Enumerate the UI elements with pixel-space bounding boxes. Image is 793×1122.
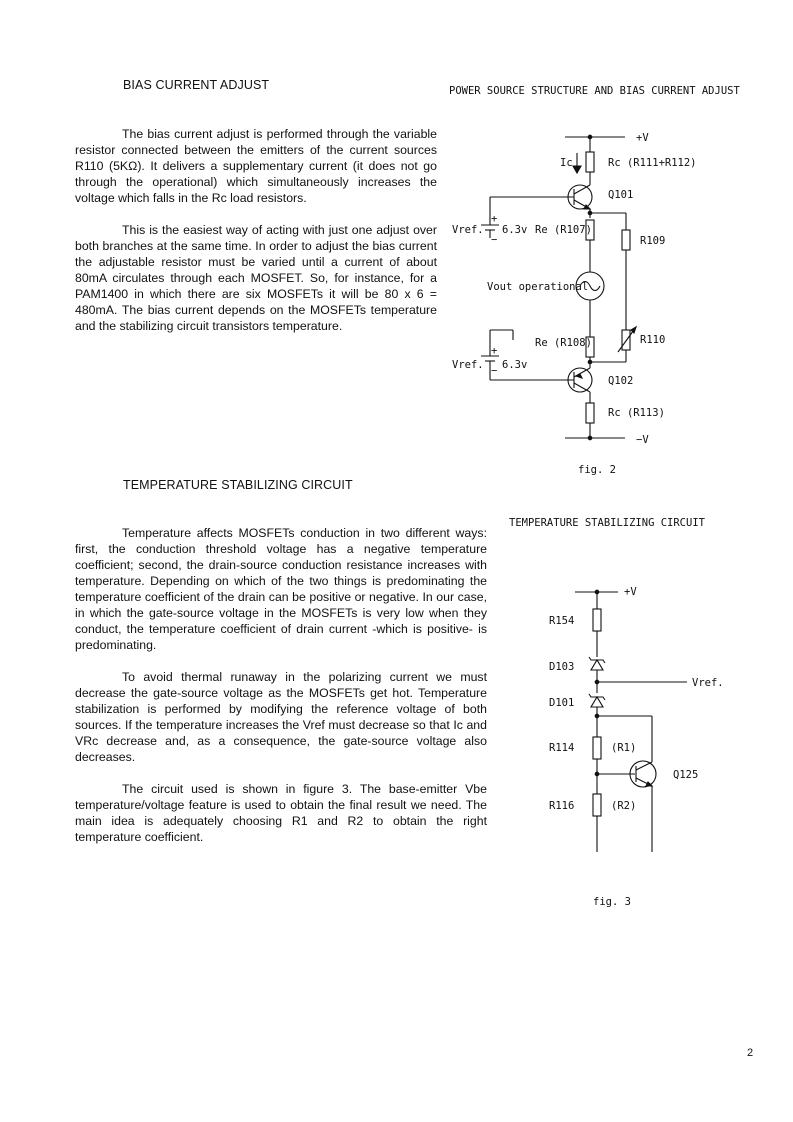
section-heading-temperature-stabilizing: TEMPERATURE STABILIZING CIRCUIT (123, 478, 353, 492)
r1-label: (R1) (611, 742, 637, 754)
fig2-schematic (449, 85, 740, 476)
rc-bottom-label: Rc (R113) (608, 407, 665, 419)
d101-diode (591, 697, 603, 707)
paragraph: The bias current adjust is performed through the variable resistor connected between the emitters of the current sources R110 (5KΩ). It delivers a supplementary current (it does not go through the operational) which simultaneously increases the voltage which falls in the Rc load resistors. (75, 127, 437, 205)
rc-top-resistor (586, 152, 594, 172)
pos-v-label: +V (636, 132, 649, 144)
q125-label: Q125 (673, 769, 699, 781)
rc-bottom-resistor (586, 403, 594, 423)
minus-sign: − (491, 234, 498, 246)
r2-label: (R2) (611, 800, 637, 812)
page-number: 2 (747, 1047, 754, 1059)
paragraph: To avoid thermal runaway in the polarizing current we must decrease the gate-source voltage as the MOSFETs get hot. Temperature stabilization is performed by modifying the reference voltage of both sources. If the temperature increases the Vref must decrease so that Ic and VRc decrease and, as a consequence, the gate-source voltage also decreases. (75, 670, 487, 764)
section-heading-bias-current-adjust: BIAS CURRENT ADJUST (123, 78, 270, 92)
re-bottom-label: Re (R108) (535, 337, 592, 349)
r116-label: R116 (549, 800, 575, 812)
ic-arrow-icon (573, 166, 581, 173)
pos-v-label: +V (624, 586, 637, 598)
fig2-caption: fig. 2 (578, 464, 616, 476)
vref-top-label: Vref. (452, 224, 484, 236)
ic-label: Ic (560, 157, 573, 169)
plus-sign: + (491, 345, 498, 357)
d103-diode (591, 660, 603, 670)
v-top-label: 6.3v (502, 224, 528, 236)
vref-label: Vref. (692, 677, 724, 689)
r109-resistor (622, 230, 630, 250)
r116-resistor (593, 794, 601, 816)
fig3-caption: fig. 3 (593, 896, 631, 908)
d101-label: D101 (549, 697, 575, 709)
fig2-title: POWER SOURCE STRUCTURE AND BIAS CURRENT ADJUST (449, 85, 740, 97)
v-bottom-label: 6.3v (502, 359, 528, 371)
d103-label: D103 (549, 661, 575, 673)
r114-resistor (593, 737, 601, 759)
r109-label: R109 (640, 235, 666, 247)
r154-label: R154 (549, 615, 575, 627)
plus-sign: + (491, 213, 498, 225)
fig3-schematic (509, 517, 724, 908)
vout-label: Vout operational (487, 281, 589, 293)
minus-sign: − (491, 365, 498, 377)
r154-resistor (593, 609, 601, 631)
paragraph: The circuit used is shown in figure 3. The base-emitter Vbe temperature/voltage feature is used to obtain the final result we need. The main idea is adequately choosing R1 and R2 to obtain the right temperature coefficient. (75, 782, 487, 844)
neg-v-label: −V (636, 434, 649, 446)
r114-label: R114 (549, 742, 575, 754)
fig3-title: TEMPERATURE STABILIZING CIRCUIT (509, 517, 705, 529)
rc-top-label: Rc (R111+R112) (608, 157, 697, 169)
q102-label: Q102 (608, 375, 634, 387)
r110-label: R110 (640, 334, 666, 346)
re-top-label: Re (R107) (535, 224, 592, 236)
q101-label: Q101 (608, 189, 634, 201)
paragraph: This is the easiest way of acting with just one adjust over both branches at the same time. In order to adjust the bias current the adjustable resistor must be varied until a current of about 80mA circulates through each MOSFET. So, for instance, for a PAM1400 in which there are six MOSFETs it will be 80 x 6 = 480mA. The bias current depends on the MOSFETs temperature and the stabilizing circuit transistors temperature. (75, 223, 437, 333)
paragraph: Temperature affects MOSFETs conduction in two different ways: first, the conduction threshold voltage has a negative temperature coefficient; second, the drain-source conduction resistance increases with temperature. Depending on which of the two things is predominating the temperature coefficient of the drain can be positive or negative. In our case, in which the gate-source voltage in the MOSFETs is very low when they conduct, the temperature coefficient of drain current -which is positive- is predominating. (75, 526, 487, 652)
vref-bottom-label: Vref. (452, 359, 484, 371)
